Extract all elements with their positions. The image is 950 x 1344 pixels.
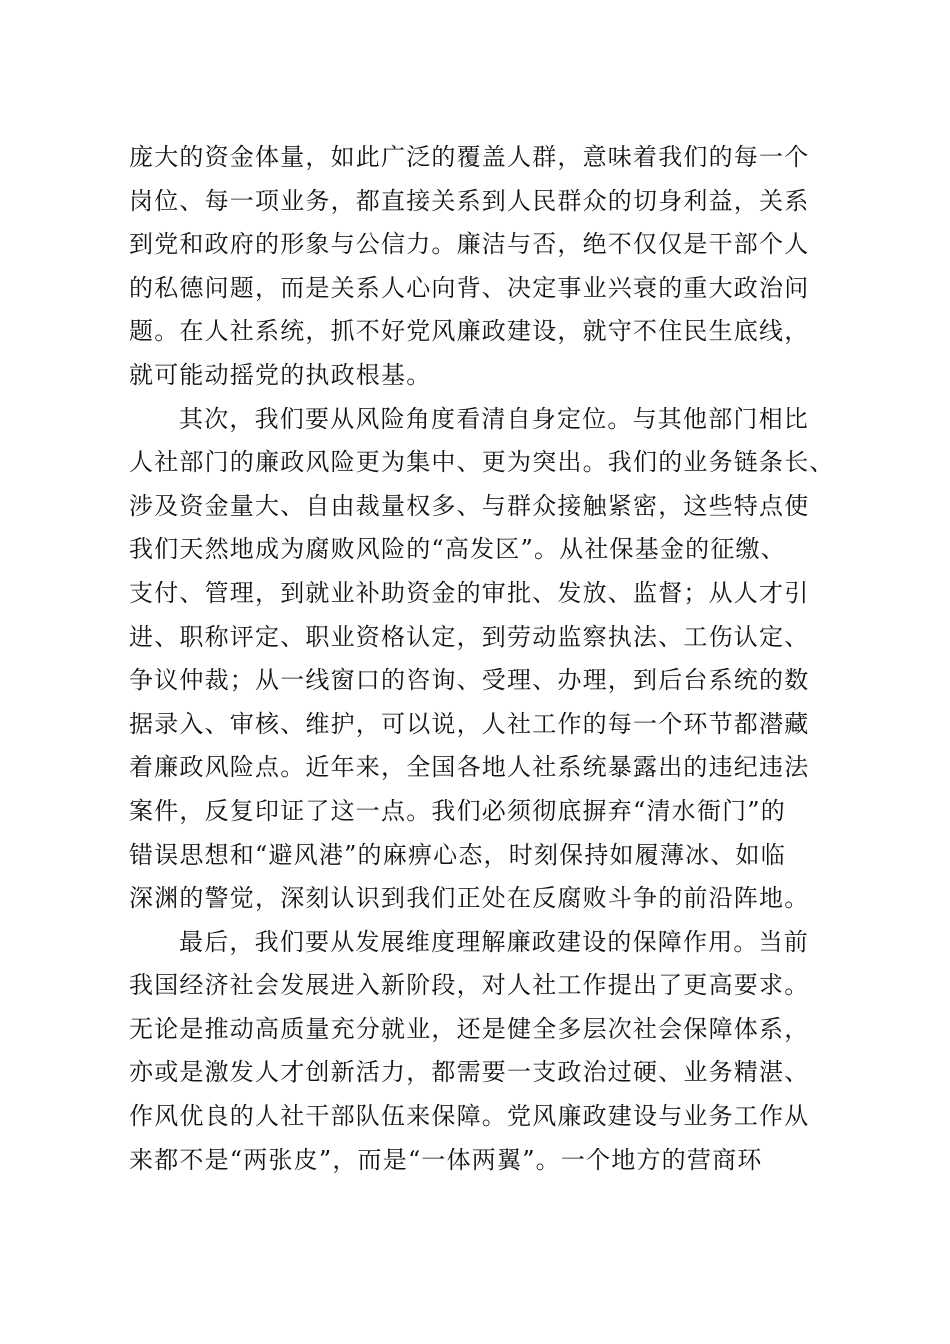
text-line: 我国经济社会发展进入新阶段，对人社工作提出了更高要求。	[129, 971, 810, 1000]
text-line: 岗位、每一项业务，都直接关系到人民群众的切身利益，关系	[129, 186, 810, 215]
text-line: 就可能动摇党的执政根基。	[129, 360, 432, 389]
text-line: 着廉政风险点。近年来，全国各地人社系统暴露出的违纪违法	[129, 753, 810, 782]
paragraph-start-line: 最后，我们要从发展维度理解廉政建设的保障作用。当前	[179, 927, 809, 956]
text-line: 无论是推动高质量充分就业，还是健全多层次社会保障体系，	[129, 1014, 810, 1043]
text-line: 争议仲裁；从一线窗口的咨询、受理、办理，到后台系统的数	[129, 666, 810, 695]
text-line: 题。在人社系统，抓不好党风廉政建设，就守不住民生底线，	[129, 317, 810, 346]
text-line: 支付、管理，到就业补助资金的审批、发放、监督；从人才引	[129, 578, 810, 607]
text-line: 涉及资金量大、自由裁量权多、与群众接触紧密，这些特点使	[129, 491, 810, 520]
text-line: 进、职称评定、职业资格认定，到劳动监察执法、工伤认定、	[129, 622, 810, 651]
text-line: 据录入、审核、维护，可以说，人社工作的每一个环节都潜藏	[129, 709, 810, 738]
text-line: 庞大的资金体量，如此广泛的覆盖人群，意味着我们的每一个	[129, 143, 810, 171]
text-line: 我们天然地成为腐败风险的“高发区”。从社保基金的征缴、	[129, 535, 786, 564]
text-line: 错误思想和“避风港”的麻痹心态，时刻保持如履薄冰、如临	[129, 840, 786, 869]
text-line: 人社部门的廉政风险更为集中、更为突出。我们的业务链条长、	[129, 448, 835, 477]
text-line: 到党和政府的形象与公信力。廉洁与否，绝不仅仅是干部个人	[129, 230, 810, 259]
text-line: 作风优良的人社干部队伍来保障。党风廉政建设与业务工作从	[129, 1102, 810, 1131]
body-text	[129, 136, 835, 1182]
paragraph-start-line: 其次，我们要从风险角度看清自身定位。与其他部门相比	[179, 404, 809, 433]
text-line: 案件，反复印证了这一点。我们必须彻底摒弃“清水衙门”的	[129, 796, 786, 825]
text-line: 来都不是“两张皮”，而是“一体两翼”。一个地方的营商环	[129, 1145, 763, 1174]
text-line: 的私德问题，而是关系人心向背、决定事业兴衰的重大政治问	[129, 273, 810, 302]
text-line: 亦或是激发人才创新活力，都需要一支政治过硬、业务精湛、	[129, 1058, 810, 1087]
text-line: 深渊的警觉，深刻认识到我们正处在反腐败斗争的前沿阵地。	[129, 884, 810, 913]
